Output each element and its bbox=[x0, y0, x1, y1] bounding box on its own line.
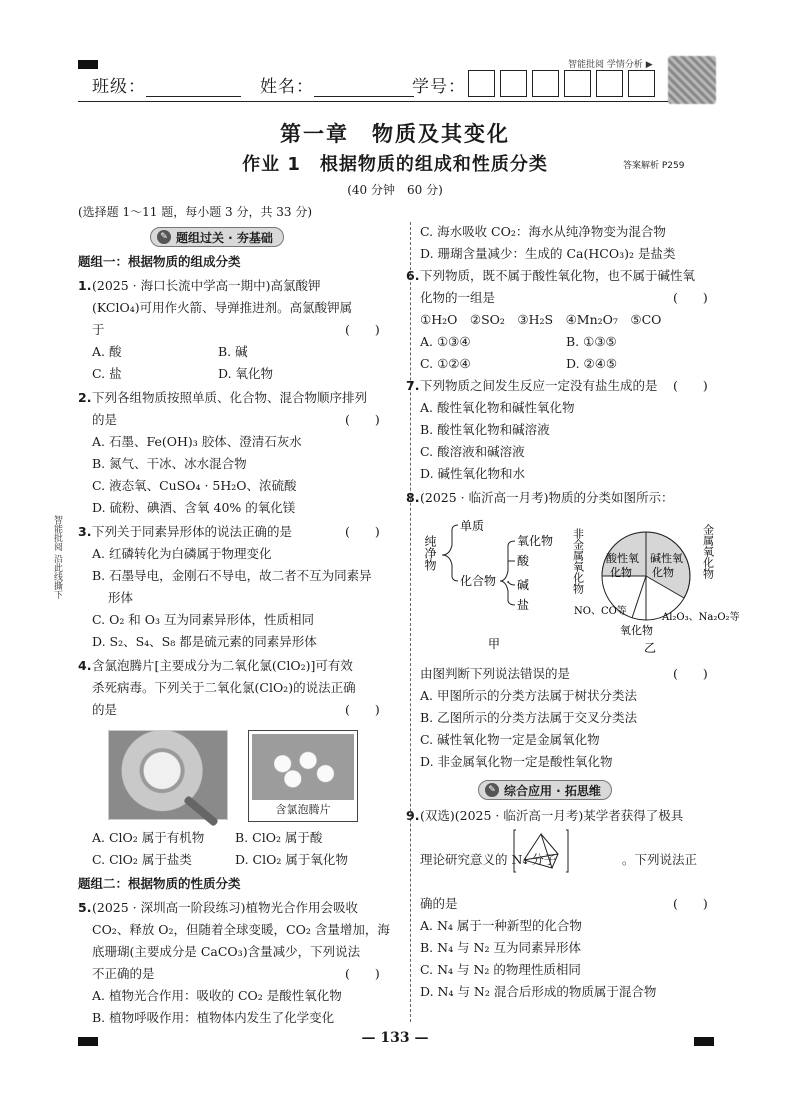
q9-option[interactable]: B. N₄ 与 N₂ 互为同素异形体 bbox=[420, 940, 581, 955]
al2o3-label: Al₂O₃、Na₂O₂等 bbox=[662, 612, 740, 623]
q4-line: 含氯泡腾片[主要成分为二氧化氯(ClO₂)]可有效 bbox=[92, 658, 353, 673]
q2-option[interactable]: D. 硫粉、碘酒、含氧 40% 的氧化镁 bbox=[92, 500, 296, 515]
time-and-score: (40 分钟 60 分) bbox=[347, 183, 443, 197]
tree-classification-diagram bbox=[420, 515, 560, 655]
q1-line: (KClO₄)可用作火箭、导弹推进剂。高氯酸钾属 bbox=[92, 300, 353, 315]
q2-option[interactable]: B. 氮气、干冰、冰水混合物 bbox=[92, 456, 247, 471]
acidic-oxide-text: 化物 bbox=[610, 566, 632, 579]
name-blank[interactable] bbox=[314, 81, 414, 97]
q3-option[interactable]: B. 石墨导电，金刚石不导电，故二者不互为同素异 bbox=[92, 568, 372, 583]
virus-magnifier-image bbox=[108, 730, 228, 820]
homework-title: 作业 1 根据物质的组成和性质分类 bbox=[242, 154, 548, 175]
q6-option[interactable]: C. ①②④ bbox=[420, 356, 471, 371]
class-field bbox=[92, 72, 241, 97]
student-id-box[interactable] bbox=[564, 70, 591, 97]
no-co-label: NO、CO等 bbox=[574, 606, 627, 617]
tree-level2-acid: 酸 bbox=[517, 554, 530, 568]
banner-basic bbox=[150, 227, 284, 247]
student-id-box[interactable] bbox=[596, 70, 623, 97]
q5-number: 5. bbox=[78, 900, 92, 915]
class-blank[interactable] bbox=[146, 81, 241, 97]
group2-heading: 题组二：根据物质的性质分类 bbox=[78, 876, 241, 891]
n4-molecule-structure bbox=[512, 828, 570, 874]
q9-line: 理论研究意义的 N₄ 分子 bbox=[420, 852, 557, 867]
q2-number: 2. bbox=[78, 390, 92, 405]
tree-diagram-label: 甲 bbox=[488, 637, 501, 651]
acidic-oxide-text: 酸性氧 bbox=[606, 552, 639, 565]
tree-level1-simple: 单质 bbox=[460, 519, 485, 533]
q5-answer-bracket[interactable]: ( ) bbox=[345, 966, 380, 981]
q5-line: CO₂、释放 O₂，但随着全球变暖，CO₂ 含量增加，海 bbox=[92, 922, 390, 937]
student-id-label: 学号： bbox=[412, 77, 466, 97]
q5-line: 不正确的是 bbox=[92, 966, 155, 981]
side-tear-note: 智能批阅 沿此线撕下 bbox=[52, 515, 62, 599]
q2-line: 下列各组物质按照单质、化合物、混合物顺序排列 bbox=[92, 390, 368, 405]
q4-option[interactable]: D. ClO₂ 属于氧化物 bbox=[235, 852, 348, 867]
q6-option[interactable]: D. ②④⑤ bbox=[566, 356, 618, 371]
q5-line: 底珊瑚(主要成分是 CaCO₃)含量减少，下列说法 bbox=[92, 944, 361, 959]
student-id-box[interactable] bbox=[532, 70, 559, 97]
q8-line: (2025 · 临沂高一月考)物质的分类如图所示： bbox=[420, 490, 674, 505]
corner-mark-top-left bbox=[78, 60, 98, 69]
q3-option[interactable]: D. S₂、S₄、S₈ 都是硫元素的同素异形体 bbox=[92, 634, 317, 649]
q8-stem: 由图判断下列说法错误的是 bbox=[420, 666, 571, 681]
q7-option[interactable]: B. 酸性氧化物和碱溶液 bbox=[420, 422, 550, 437]
q6-line: 下列物质，既不属于酸性氧化物，也不属于碱性氧 bbox=[420, 268, 696, 283]
q9-option[interactable]: C. N₄ 与 N₂ 的物理性质相同 bbox=[420, 962, 581, 977]
q4-number: 4. bbox=[78, 658, 92, 673]
q7-option[interactable]: A. 酸性氧化物和碱性氧化物 bbox=[420, 400, 575, 415]
pen-icon: ✎ bbox=[157, 230, 171, 244]
q2-answer-bracket[interactable]: ( ) bbox=[345, 412, 380, 427]
cross-diagram-label: 乙 bbox=[644, 641, 657, 655]
q1-option[interactable]: A. 酸 bbox=[92, 344, 122, 359]
q4-line: 的是 bbox=[92, 702, 118, 717]
banner-basic-label: 题组过关 · 夯基础 bbox=[176, 230, 273, 245]
q2-option[interactable]: C. 液态氧、CuSO₄ · 5H₂O、浓硫酸 bbox=[92, 478, 297, 493]
q3-line: 下列关于同素异形体的说法正确的是 bbox=[92, 524, 293, 539]
effervescent-tablet-image bbox=[248, 730, 358, 822]
cross-classification-diagram bbox=[571, 518, 740, 658]
q4-option[interactable]: C. ClO₂ 属于盐类 bbox=[92, 852, 192, 867]
tree-level2-salt: 盐 bbox=[517, 598, 530, 612]
name-label: 姓名： bbox=[260, 77, 314, 97]
q6-items: ①H₂O ②SO₂ ③H₂S ④Mn₂O₇ ⑤CO bbox=[420, 312, 662, 327]
q6-option[interactable]: B. ①③⑤ bbox=[566, 334, 617, 349]
q1-option[interactable]: C. 盐 bbox=[92, 366, 122, 381]
q8-option[interactable]: D. 非金属氧化物一定是酸性氧化物 bbox=[420, 754, 613, 769]
q3-answer-bracket[interactable]: ( ) bbox=[345, 524, 380, 539]
banner-advanced bbox=[478, 780, 612, 800]
q8-option[interactable]: C. 碱性氧化物一定是金属氧化物 bbox=[420, 732, 600, 747]
q7-number: 7. bbox=[406, 378, 420, 393]
column-divider bbox=[410, 222, 411, 1022]
q4-answer-bracket[interactable]: ( ) bbox=[345, 702, 380, 717]
q4-line: 杀死病毒。下列关于二氧化氯(ClO₂)的说法正确 bbox=[92, 680, 356, 695]
banner-advanced-label: 综合应用 · 拓思维 bbox=[504, 783, 601, 798]
scoring-note: (选择题 1～11 题，每小题 3 分，共 33 分) bbox=[78, 205, 313, 219]
answer-reference: 答案解析 P259 bbox=[623, 161, 685, 171]
basic-oxide-text: 化物 bbox=[652, 566, 674, 579]
q2-line: 的是 bbox=[92, 412, 118, 427]
student-id-box[interactable] bbox=[628, 70, 655, 97]
q3-option[interactable]: A. 红磷转化为白磷属于物理变化 bbox=[92, 546, 272, 561]
student-id-field bbox=[412, 72, 466, 97]
q1-line: (2025 · 海口长流中学高一期中)高氯酸钾 bbox=[92, 278, 321, 293]
tree-level2-base: 碱 bbox=[517, 578, 530, 592]
smart-grading-tag: 智能批阅 学情分析 ▶ bbox=[568, 60, 653, 70]
oxide-bottom-label: 氧化物 bbox=[620, 624, 653, 637]
q9-option[interactable]: D. N₄ 与 N₂ 混合后形成的物质属于混合物 bbox=[420, 984, 657, 999]
q8-option[interactable]: A. 甲图所示的分类方法属于树状分类法 bbox=[420, 688, 637, 703]
magnifier-handle bbox=[183, 795, 219, 827]
q5-option[interactable]: D. 珊瑚含量减少：生成的 Ca(HCO₃)₂ 是盐类 bbox=[420, 246, 676, 261]
tree-level1-compound: 化合物 bbox=[460, 574, 497, 588]
chapter-title: 第一章 物质及其变化 bbox=[280, 122, 510, 146]
student-id-boxes bbox=[468, 70, 655, 97]
student-id-box[interactable] bbox=[500, 70, 527, 97]
q8-number: 8. bbox=[406, 490, 420, 505]
q7-answer-bracket[interactable]: ( ) bbox=[673, 378, 708, 393]
q6-answer-bracket[interactable]: ( ) bbox=[673, 290, 708, 305]
q6-line: 化物的一组是 bbox=[420, 290, 496, 305]
basic-oxide-text: 碱性氧 bbox=[650, 552, 683, 565]
header-rule bbox=[78, 101, 668, 102]
tree-level2-oxide: 氧化物 bbox=[517, 534, 554, 548]
tablet-photo bbox=[252, 734, 354, 800]
qr-code-image bbox=[668, 56, 716, 104]
class-label: 班级： bbox=[92, 77, 146, 97]
q7-option[interactable]: C. 酸溶液和碱溶液 bbox=[420, 444, 525, 459]
q5-option[interactable]: B. 植物呼吸作用：植物体内发生了化学变化 bbox=[92, 1010, 335, 1025]
student-id-box[interactable] bbox=[468, 70, 495, 97]
q8-option[interactable]: B. 乙图所示的分类方法属于交叉分类法 bbox=[420, 710, 638, 725]
metal-oxide-label: 金属氧化物 bbox=[701, 524, 715, 579]
q9-line: (双选)(2025 · 临沂高一月考)某学者获得了极具 bbox=[420, 808, 684, 823]
q9-number: 9. bbox=[406, 808, 420, 823]
q2-option[interactable]: A. 石墨、Fe(OH)₃ 胶体、澄清石灰水 bbox=[92, 434, 302, 449]
q7-line: 下列物质之间发生反应一定没有盐生成的是 bbox=[420, 378, 658, 393]
tree-root-label: 纯净物 bbox=[423, 535, 437, 571]
q4-option[interactable]: B. ClO₂ 属于酸 bbox=[235, 830, 323, 845]
q1-answer-bracket[interactable]: ( ) bbox=[345, 322, 380, 337]
q9-line: 确的是 bbox=[420, 896, 458, 911]
q9-answer-bracket[interactable]: ( ) bbox=[673, 896, 708, 911]
q3-option-cont: 形体 bbox=[108, 590, 134, 605]
q6-option[interactable]: A. ①③④ bbox=[420, 334, 471, 349]
q1-option[interactable]: D. 氧化物 bbox=[218, 366, 274, 381]
q4-option[interactable]: A. ClO₂ 属于有机物 bbox=[92, 830, 205, 845]
q6-number: 6. bbox=[406, 268, 420, 283]
q8-answer-bracket[interactable]: ( ) bbox=[673, 666, 708, 681]
q5-option[interactable]: A. 植物光合作用：吸收的 CO₂ 是酸性氧化物 bbox=[92, 988, 342, 1003]
q3-option[interactable]: C. O₂ 和 O₃ 互为同素异形体，性质相同 bbox=[92, 612, 315, 627]
q3-number: 3. bbox=[78, 524, 92, 539]
q9-option[interactable]: A. N₄ 属于一种新型的化合物 bbox=[420, 918, 582, 933]
pen-icon: ✎ bbox=[485, 783, 499, 797]
page-number: — 133 — bbox=[361, 1030, 429, 1046]
q1-number: 1. bbox=[78, 278, 92, 293]
q7-option[interactable]: D. 碱性氧化物和水 bbox=[420, 466, 526, 481]
q9-line: 。下列说法正 bbox=[622, 852, 698, 867]
q1-option[interactable]: B. 碱 bbox=[218, 344, 248, 359]
q5-line: (2025 · 深圳高一阶段练习)植物光合作用会吸收 bbox=[92, 900, 358, 915]
tablet-caption: 含氯泡腾片 bbox=[275, 803, 331, 816]
non-metal-oxide-label: 非金属氧化物 bbox=[571, 528, 585, 594]
name-field bbox=[260, 72, 414, 97]
q1-line: 于 bbox=[92, 322, 105, 337]
q5-option[interactable]: C. 海水吸收 CO₂：海水从纯净物变为混合物 bbox=[420, 224, 666, 239]
group1-heading: 题组一：根据物质的组成分类 bbox=[78, 254, 241, 269]
